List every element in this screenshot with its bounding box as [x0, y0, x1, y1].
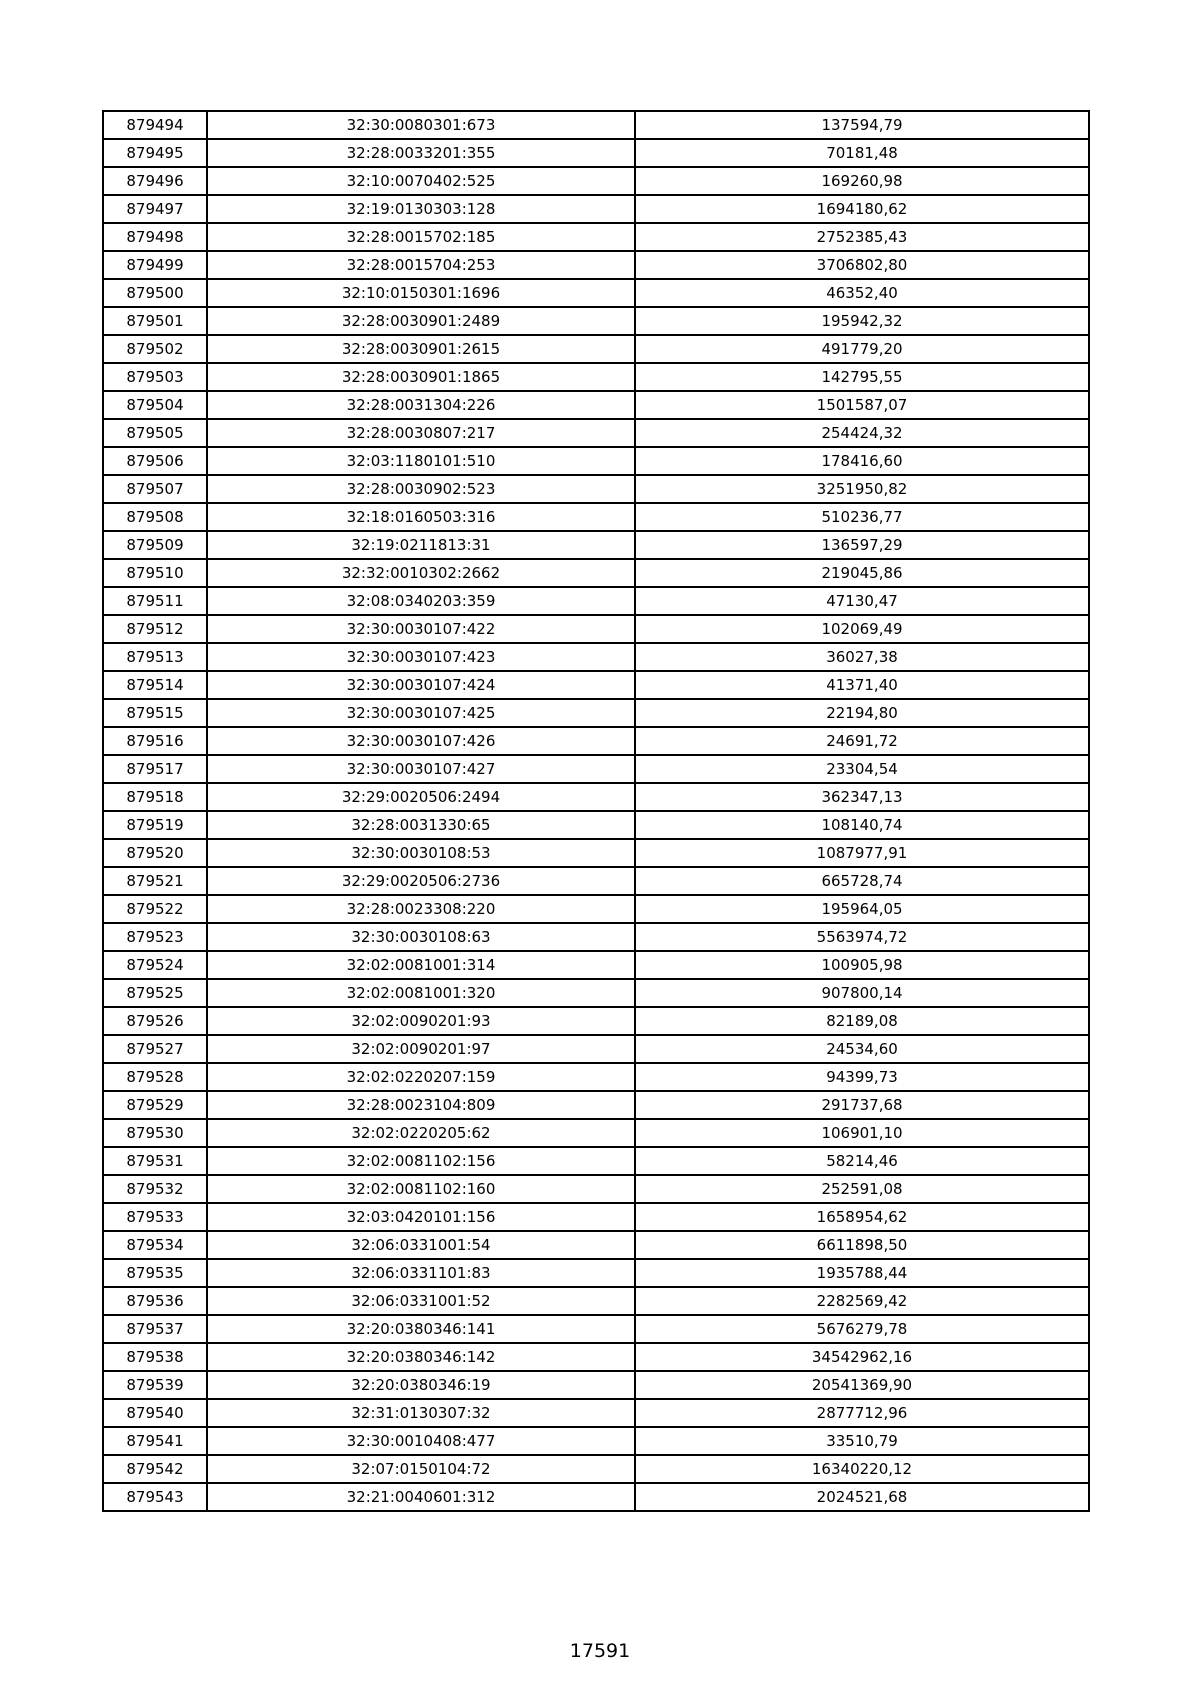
row-number-cell: 879530: [103, 1119, 207, 1147]
value-cell: 142795,55: [635, 363, 1089, 391]
row-number-cell: 879503: [103, 363, 207, 391]
table-row: [103, 615, 1089, 643]
table-row: [103, 755, 1089, 783]
cadastral-number-cell: 32:20:0380346:142: [207, 1343, 635, 1371]
cadastral-number-cell: 32:28:0015704:253: [207, 251, 635, 279]
row-number-cell: 879501: [103, 307, 207, 335]
value-cell: 1658954,62: [635, 1203, 1089, 1231]
value-cell: 2877712,96: [635, 1399, 1089, 1427]
cadastral-number-cell: 32:30:0030107:424: [207, 671, 635, 699]
table-row: [103, 1119, 1089, 1147]
row-number-cell: 879521: [103, 867, 207, 895]
value-cell: 1087977,91: [635, 839, 1089, 867]
value-cell: 2752385,43: [635, 223, 1089, 251]
row-number-cell: 879498: [103, 223, 207, 251]
value-cell: 36027,38: [635, 643, 1089, 671]
value-cell: 70181,48: [635, 139, 1089, 167]
row-number-cell: 879510: [103, 559, 207, 587]
table-row: [103, 839, 1089, 867]
row-number-cell: 879512: [103, 615, 207, 643]
table-row: [103, 951, 1089, 979]
row-number-cell: 879500: [103, 279, 207, 307]
cadastral-number-cell: 32:28:0030901:2489: [207, 307, 635, 335]
row-number-cell: 879502: [103, 335, 207, 363]
row-number-cell: 879534: [103, 1231, 207, 1259]
row-number-cell: 879513: [103, 643, 207, 671]
row-number-cell: 879528: [103, 1063, 207, 1091]
table-row: [103, 195, 1089, 223]
value-cell: 1935788,44: [635, 1259, 1089, 1287]
cadastral-number-cell: 32:06:0331001:54: [207, 1231, 635, 1259]
table-row: [103, 1035, 1089, 1063]
cadastral-number-cell: 32:30:0030107:422: [207, 615, 635, 643]
row-number-cell: 879527: [103, 1035, 207, 1063]
row-number-cell: 879511: [103, 587, 207, 615]
row-number-cell: 879495: [103, 139, 207, 167]
table-row: [103, 531, 1089, 559]
table-row: [103, 1483, 1089, 1511]
value-cell: 169260,98: [635, 167, 1089, 195]
table-row: [103, 671, 1089, 699]
table-row: [103, 139, 1089, 167]
row-number-cell: 879508: [103, 503, 207, 531]
row-number-cell: 879541: [103, 1427, 207, 1455]
value-cell: 491779,20: [635, 335, 1089, 363]
cadastral-number-cell: 32:28:0015702:185: [207, 223, 635, 251]
table-row: [103, 1455, 1089, 1483]
row-number-cell: 879529: [103, 1091, 207, 1119]
table-row: [103, 699, 1089, 727]
value-cell: 16340220,12: [635, 1455, 1089, 1483]
cadastral-number-cell: 32:30:0030108:53: [207, 839, 635, 867]
table-row: [103, 1147, 1089, 1175]
value-cell: 108140,74: [635, 811, 1089, 839]
value-cell: 195964,05: [635, 895, 1089, 923]
row-number-cell: 879539: [103, 1371, 207, 1399]
value-cell: 100905,98: [635, 951, 1089, 979]
value-cell: 94399,73: [635, 1063, 1089, 1091]
value-cell: 58214,46: [635, 1147, 1089, 1175]
cadastral-value-table: [102, 110, 1090, 1512]
row-number-cell: 879518: [103, 783, 207, 811]
cadastral-number-cell: 32:29:0020506:2736: [207, 867, 635, 895]
cadastral-number-cell: 32:02:0081001:314: [207, 951, 635, 979]
table-row: [103, 447, 1089, 475]
cadastral-number-cell: 32:30:0030107:426: [207, 727, 635, 755]
row-number-cell: 879519: [103, 811, 207, 839]
row-number-cell: 879523: [103, 923, 207, 951]
row-number-cell: 879505: [103, 419, 207, 447]
table-row: [103, 1371, 1089, 1399]
table-row: [103, 1315, 1089, 1343]
cadastral-number-cell: 32:08:0340203:359: [207, 587, 635, 615]
row-number-cell: 879531: [103, 1147, 207, 1175]
row-number-cell: 879524: [103, 951, 207, 979]
value-cell: 5563974,72: [635, 923, 1089, 951]
table-row: [103, 1343, 1089, 1371]
table-row: [103, 559, 1089, 587]
row-number-cell: 879543: [103, 1483, 207, 1511]
table-row: [103, 783, 1089, 811]
table-row: [103, 979, 1089, 1007]
row-number-cell: 879538: [103, 1343, 207, 1371]
row-number-cell: 879542: [103, 1455, 207, 1483]
cadastral-number-cell: 32:10:0150301:1696: [207, 279, 635, 307]
table-row: [103, 895, 1089, 923]
value-cell: 510236,77: [635, 503, 1089, 531]
table-row: [103, 1399, 1089, 1427]
cadastral-number-cell: 32:28:0031330:65: [207, 811, 635, 839]
row-number-cell: 879509: [103, 531, 207, 559]
row-number-cell: 879515: [103, 699, 207, 727]
value-cell: 665728,74: [635, 867, 1089, 895]
table-row: [103, 503, 1089, 531]
cadastral-number-cell: 32:02:0090201:93: [207, 1007, 635, 1035]
row-number-cell: 879497: [103, 195, 207, 223]
row-number-cell: 879499: [103, 251, 207, 279]
row-number-cell: 879533: [103, 1203, 207, 1231]
table-row: [103, 1231, 1089, 1259]
value-cell: 291737,68: [635, 1091, 1089, 1119]
value-cell: 47130,47: [635, 587, 1089, 615]
value-cell: 195942,32: [635, 307, 1089, 335]
cadastral-number-cell: 32:07:0150104:72: [207, 1455, 635, 1483]
value-cell: 219045,86: [635, 559, 1089, 587]
cadastral-number-cell: 32:20:0380346:141: [207, 1315, 635, 1343]
value-cell: 46352,40: [635, 279, 1089, 307]
table-row: [103, 1259, 1089, 1287]
cadastral-number-cell: 32:02:0090201:97: [207, 1035, 635, 1063]
cadastral-number-cell: 32:28:0030901:2615: [207, 335, 635, 363]
cadastral-number-cell: 32:19:0211813:31: [207, 531, 635, 559]
table-row: [103, 279, 1089, 307]
row-number-cell: 879504: [103, 391, 207, 419]
value-cell: 33510,79: [635, 1427, 1089, 1455]
row-number-cell: 879532: [103, 1175, 207, 1203]
cadastral-number-cell: 32:30:0030107:425: [207, 699, 635, 727]
value-cell: 23304,54: [635, 755, 1089, 783]
value-cell: 362347,13: [635, 783, 1089, 811]
table-row: [103, 475, 1089, 503]
table-row: [103, 307, 1089, 335]
cadastral-number-cell: 32:03:0420101:156: [207, 1203, 635, 1231]
value-cell: 34542962,16: [635, 1343, 1089, 1371]
value-cell: 24691,72: [635, 727, 1089, 755]
value-cell: 20541369,90: [635, 1371, 1089, 1399]
cadastral-number-cell: 32:31:0130307:32: [207, 1399, 635, 1427]
table-row: [103, 1175, 1089, 1203]
table-body: [103, 111, 1089, 1511]
cadastral-number-cell: 32:10:0070402:525: [207, 167, 635, 195]
table-row: [103, 167, 1089, 195]
cadastral-number-cell: 32:02:0081102:156: [207, 1147, 635, 1175]
cadastral-number-cell: 32:28:0030901:1865: [207, 363, 635, 391]
table-row: [103, 727, 1089, 755]
value-cell: 6611898,50: [635, 1231, 1089, 1259]
table-row: [103, 363, 1089, 391]
cadastral-number-cell: 32:30:0030108:63: [207, 923, 635, 951]
table-row: [103, 391, 1089, 419]
value-cell: 2024521,68: [635, 1483, 1089, 1511]
row-number-cell: 879526: [103, 1007, 207, 1035]
value-cell: 254424,32: [635, 419, 1089, 447]
table-row: [103, 1091, 1089, 1119]
table-row: [103, 223, 1089, 251]
row-number-cell: 879516: [103, 727, 207, 755]
cadastral-number-cell: 32:32:0010302:2662: [207, 559, 635, 587]
row-number-cell: 879517: [103, 755, 207, 783]
value-cell: 22194,80: [635, 699, 1089, 727]
value-cell: 5676279,78: [635, 1315, 1089, 1343]
cadastral-number-cell: 32:02:0220205:62: [207, 1119, 635, 1147]
cadastral-number-cell: 32:30:0080301:673: [207, 111, 635, 139]
row-number-cell: 879520: [103, 839, 207, 867]
value-cell: 41371,40: [635, 671, 1089, 699]
row-number-cell: 879496: [103, 167, 207, 195]
value-cell: 106901,10: [635, 1119, 1089, 1147]
value-cell: 252591,08: [635, 1175, 1089, 1203]
row-number-cell: 879537: [103, 1315, 207, 1343]
row-number-cell: 879494: [103, 111, 207, 139]
value-cell: 137594,79: [635, 111, 1089, 139]
value-cell: 1694180,62: [635, 195, 1089, 223]
value-cell: 24534,60: [635, 1035, 1089, 1063]
value-cell: 1501587,07: [635, 391, 1089, 419]
row-number-cell: 879514: [103, 671, 207, 699]
table-row: [103, 1007, 1089, 1035]
table-row: [103, 587, 1089, 615]
table-row: [103, 643, 1089, 671]
cadastral-number-cell: 32:06:0331001:52: [207, 1287, 635, 1315]
value-cell: 178416,60: [635, 447, 1089, 475]
cadastral-number-cell: 32:19:0130303:128: [207, 195, 635, 223]
row-number-cell: 879522: [103, 895, 207, 923]
row-number-cell: 879535: [103, 1259, 207, 1287]
cadastral-number-cell: 32:28:0033201:355: [207, 139, 635, 167]
cadastral-number-cell: 32:30:0030107:427: [207, 755, 635, 783]
table-row: [103, 1203, 1089, 1231]
table-row: [103, 251, 1089, 279]
cadastral-number-cell: 32:30:0010408:477: [207, 1427, 635, 1455]
cadastral-number-cell: 32:30:0030107:423: [207, 643, 635, 671]
row-number-cell: 879506: [103, 447, 207, 475]
table-row: [103, 867, 1089, 895]
cadastral-number-cell: 32:20:0380346:19: [207, 1371, 635, 1399]
table-row: [103, 1427, 1089, 1455]
cadastral-number-cell: 32:02:0220207:159: [207, 1063, 635, 1091]
cadastral-number-cell: 32:28:0031304:226: [207, 391, 635, 419]
table-row: [103, 111, 1089, 139]
table-row: [103, 1063, 1089, 1091]
cadastral-number-cell: 32:18:0160503:316: [207, 503, 635, 531]
row-number-cell: 879540: [103, 1399, 207, 1427]
table-row: [103, 811, 1089, 839]
value-cell: 907800,14: [635, 979, 1089, 1007]
cadastral-number-cell: 32:28:0023104:809: [207, 1091, 635, 1119]
cadastral-number-cell: 32:06:0331101:83: [207, 1259, 635, 1287]
row-number-cell: 879536: [103, 1287, 207, 1315]
cadastral-number-cell: 32:21:0040601:312: [207, 1483, 635, 1511]
cadastral-number-cell: 32:02:0081001:320: [207, 979, 635, 1007]
cadastral-number-cell: 32:28:0030902:523: [207, 475, 635, 503]
table-row: [103, 1287, 1089, 1315]
table-row: [103, 419, 1089, 447]
cadastral-number-cell: 32:03:1180101:510: [207, 447, 635, 475]
row-number-cell: 879507: [103, 475, 207, 503]
cadastral-number-cell: 32:29:0020506:2494: [207, 783, 635, 811]
table-row: [103, 923, 1089, 951]
page-number: 17591: [569, 1640, 631, 1662]
value-cell: 3706802,80: [635, 251, 1089, 279]
value-cell: 102069,49: [635, 615, 1089, 643]
value-cell: 3251950,82: [635, 475, 1089, 503]
cadastral-number-cell: 32:28:0030807:217: [207, 419, 635, 447]
row-number-cell: 879525: [103, 979, 207, 1007]
cadastral-number-cell: 32:28:0023308:220: [207, 895, 635, 923]
cadastral-number-cell: 32:02:0081102:160: [207, 1175, 635, 1203]
table-row: [103, 335, 1089, 363]
value-cell: 136597,29: [635, 531, 1089, 559]
value-cell: 82189,08: [635, 1007, 1089, 1035]
value-cell: 2282569,42: [635, 1287, 1089, 1315]
